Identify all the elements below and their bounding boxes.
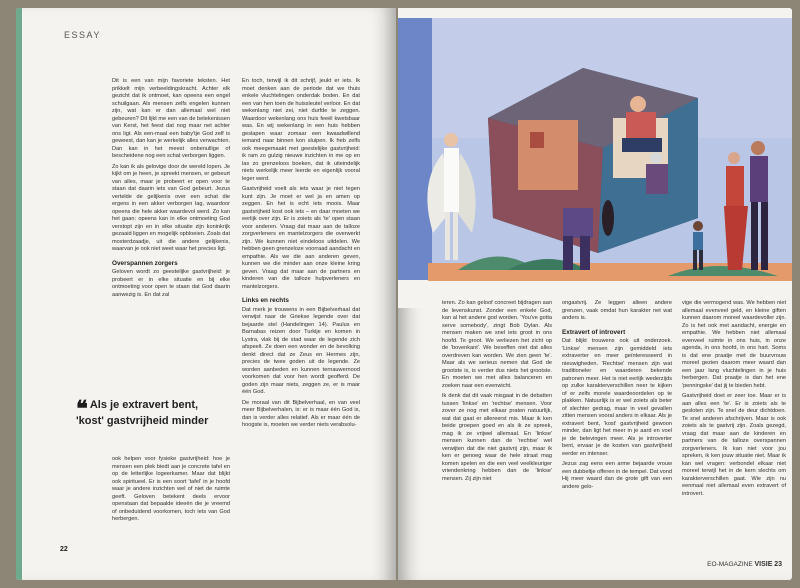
page-number: 22	[60, 546, 68, 553]
pull-quote	[76, 398, 226, 428]
paragraph: Dat blijkt trouwens ook uit onderzoek. 'Linkse' mensen zijn gemiddeld iets extraverter en meer geïnteresseerd in nieuwigheden. 'Rechtse' mensen zijn wat traditioneler en waarderen bekende patronen meer. Het is niet eerlijk wederzijds op zulke karakterverschillen neer te kijken of er zelfs morele waardeoordelen op te plakken. Natuurlijk is er wel zoiets als beter of slechter gedrag, maar in veel gevallen zitten mensen vooral anders in elkaar. Als je extravert bent, 'kost' gastvrijheid gewoon minder, dan ligt het meer in je aard en voel je de belevingen meer. Als je introverter bent, ervaar je de kosten van gastvrijheid eerder en intenser.	[562, 338, 672, 457]
footer-magazine: EO-MAGAZINE	[707, 561, 753, 568]
footer-brand: VISIE	[754, 561, 773, 568]
paragraph: En toch, terwijl ik dit schrijf, jeukt er iets. Ik moet denken aan de periode dat we thuis enkele vluchtelingen onderdak boden. En dat een van hen toen de huissleutel verloor. En dat wekenlang niet zei, niet durfde te zeggen. Waardoor wekenlang ons huis feeël kwetsbaar was. En wij wekenlang in een huis hebben geslapen waar zomaar een kwaadwillend iemand naar binnen kon sluipen. Ik heb zelfs ook meegemaakt met geestelijke gastvrijheid: ik ram zo gulzig nieuwe inzichten in me op en las zo grenzeloos boeken, dat ik uiteindelijk niets werkelijk meer leerde en eigenlijk vooral leger werd.	[242, 78, 360, 182]
page-edge	[16, 8, 22, 580]
subheading: Extravert of introvert	[562, 328, 626, 336]
paragraph: ook helpen voor fysieke gastvrijheid: hoe je mensen een plek biedt aan je concrete tafel en op de letterlijke logeerkamer. Maar dat blijkt ook spiritueel. Er is een soort 'tafel' in je hoofd waar je andere inzichten wel of niet de ruimte geeft. Geloven betekent deels ervoor openstaan dat bepaalde ideeën die je vreemd of onbeduidend voorkomen, toch iets van God herbergen.	[112, 456, 230, 522]
right-page	[398, 8, 792, 580]
right-column-2	[562, 300, 672, 494]
left-column-1	[112, 78, 230, 302]
left-column-2	[242, 78, 360, 433]
left-page	[16, 8, 396, 580]
paragraph: De moraal van dit Bijbelverhaal, en van veel meer Bijbelverhalen, is: er is maar één God is, dan is verder alles relatief. Als er maar één de hoogste is, moeten we verder niets verabsolu-	[242, 399, 360, 428]
blue-band	[398, 18, 432, 280]
subheading: Links en rechts	[242, 297, 289, 304]
paragraph: Gastvrijheid doet er zeer toe. Maar er is aan alles een 'te'. Er is zoiets als te gesloten zijn. Te snel de deur dichtdoen. Te snel anderen afschrijven. Maar is ook zoiets als te gastvrij zijn. Zoals gezegd, vraag dat maar aan de kinderen en partners van de talloze overspannen zorgverleners. Ik kan niet voor jou spreken, ik ken jouw situatie niet. Maar ik kan wel vragen: verbondel elkaar niet moreel terwijl het in de kern slechts om karakterverschillen gaat. Wie zijn nu eenmaal niet allemaal even extravert of introvert.	[682, 393, 786, 497]
paragraph: Jezus zag eens een arme bejaarde vrouw een dubbeltje offeren in de tempel. Dat vond Hij meer waard dan de grote gift van een andere gelo-	[562, 461, 672, 490]
section-label: ESSAY	[64, 30, 101, 40]
right-column-3	[682, 300, 786, 501]
left-column-1-bottom	[112, 456, 230, 527]
paragraph: ongastvrij. Ze leggen alleen andere grenzen, vaak omdat hun karakter net wat anders is.	[562, 300, 672, 321]
paragraph: Dit is een van mijn favoriete teksten. Het prikkelt mijn verbeeldingskracht. Achter elk gezicht dat ik ontmoet, kan opeens een engel schuilgaan. Als mensen zelfs engelen kunnen zijn, wat kan er dan allemaal wel niet gebeuren? Dit lijkt me een van de betekenissen van Kerst, het feest dat nog maar net achter ons ligt. Als een-maal een baby'tje God zelf is geweest, dan kan je werkelijk alles verwachten. Dan kan in het meest onbenullige of bescheidene nog een schat verborgen liggen.	[112, 78, 230, 159]
paragraph: Geloven wordt zo geestelijke gastvrijheid: je probeert er in elke situatie en bij elke ontmoeting voor open te staan dat God daarin aanwezig is. En dat zal	[112, 269, 230, 298]
paragraph: Dat merk je trouwens in een Bijbelverhaal dat verwijst naar de Griekse legende over dat bejaarde stel (Handelingen 14). Paulus en Barnabas reizen door Turkije en komen in Lystra, vlak bij de stad waar de legende zich afspeelt. Ze doen een wonder en de bevolking denkt direct dat ze Zeus en Hermes zijn, precies de twee goden uit de legende. Ze worden aanbeden en kunnen ternauwernood voorkomen dat voor hen wordt geofferd. De goden zijn maar niets, zeggen ze, er is maar één God.	[242, 306, 360, 395]
pull-quote-text: Als je extravert bent, 'kost' gastvrijheid minder	[76, 399, 209, 427]
paragraph: teren. Zo kan geloof concreet bijdragen aan de levenskunst. Zonder een enkele God, kan al het andere god worden. 'You've gotta serve somebody', zingt Bob Dylan. Als mensen maken we snel iets groot in ons hoofd. Te groot. We verliezen het zicht op de 'bovenkant'. We beseffen niet dat alles overdreven kan worden. We zien geen 'te'. Maar als we serieus nemen dat God de grootste is, is verder dus niets het grootste. En moeten we met alles balanceren en zoeken naar een evenwicht.	[442, 300, 552, 389]
quote-mark-icon: ❝	[76, 396, 88, 421]
subheading: Overspannen zorgers	[112, 259, 178, 267]
paragraph: Ik denk dat dit vaak misgaat in de debatten tussen 'linkse' en 'rechtse' mensen. Voor zover ze nog met elkaar praten natuurlijk, wat dat gaat er allereerst mis. Maar ik ken beide groepen goed en als ik ze spreek, mag ik ze vrijwel allemaal. En 'linkse' mensen kunnen dan de 'rechtse' wel verwijten dat die niet gastvrij zijn, maar ik ken er genoeg waar de hele straat mag komen spelen en die een veel veelkleuriger vriendenkring hebben dan de 'linkse' mensen. Zij zijn niet	[442, 393, 552, 482]
illustration	[398, 8, 792, 308]
paragraph: Gastvrijheid voelt als iets waar je niet tegen kunt zijn. Je moet er wel ja en amen op zeggen. En het is echt iets moois. Maar gastvrijheid kost ook iets – en daar moeten we eerlijk over zijn. Er is zoiets als 'te' open staan voor anderen. Vraag dat maar aan de talloze zorgverleners en mantelzorgers die overwerkt zijn. We kunnen niet eindeloos uitdelen. We hebben geen grenzeloze voorraad aandacht en empathie. Als we die aan anderen geven, kunnen we die minder aan onze kleine kring geven. Vraag dat maar aan de partners en kinderen van die talloze hulpverleners en mantelzorgers.	[242, 186, 360, 290]
page-number: 23	[774, 561, 782, 568]
right-column-1	[442, 300, 552, 486]
paragraph: vige die vermogend was. We hebben niet allemaal evenveel geld, en kleine giften kunnen daarom moreel waardevoller zijn. Zo is het ook met aandacht, energie en empathie. We hebben niet allemaal evenveel ruimte in ons huis, in onze agenda, in ons hoofd, in ons hart. Soms is dat ene praatje met de buurvrouw moreel gezien daarom meer waard dan een jaar lang vluchtelingen in je huis herbergen. Dat praatje is dan het ene 'penningske' dat jij te bieden hebt.	[682, 300, 786, 389]
magazine-spread	[16, 8, 792, 580]
paragraph: Zo kan ik als gelovige door de wereld lopen. Je kijkt om je heen, je spreekt mensen, er gebeurt van alles, maar je probeert er open voor te staan dat daarin iets van God gebeurt. Jezus vertelde de gelijkenis over een schat die ergens in een akker verborgen lag, waardoor opeens die hele akker waardevol werd. Zo kan het gaan: opeens kan in elke ontmoeting God verstopt zijn en in elke situatie zijn koninkrijk gezaaid liggen en mogelijk opbloeien. Zoals dat mosterdzaadje, uit die andere gelijkenis, waarvan je ook niet weet waar het precies ligt.	[112, 163, 230, 252]
page-footer	[707, 561, 782, 568]
